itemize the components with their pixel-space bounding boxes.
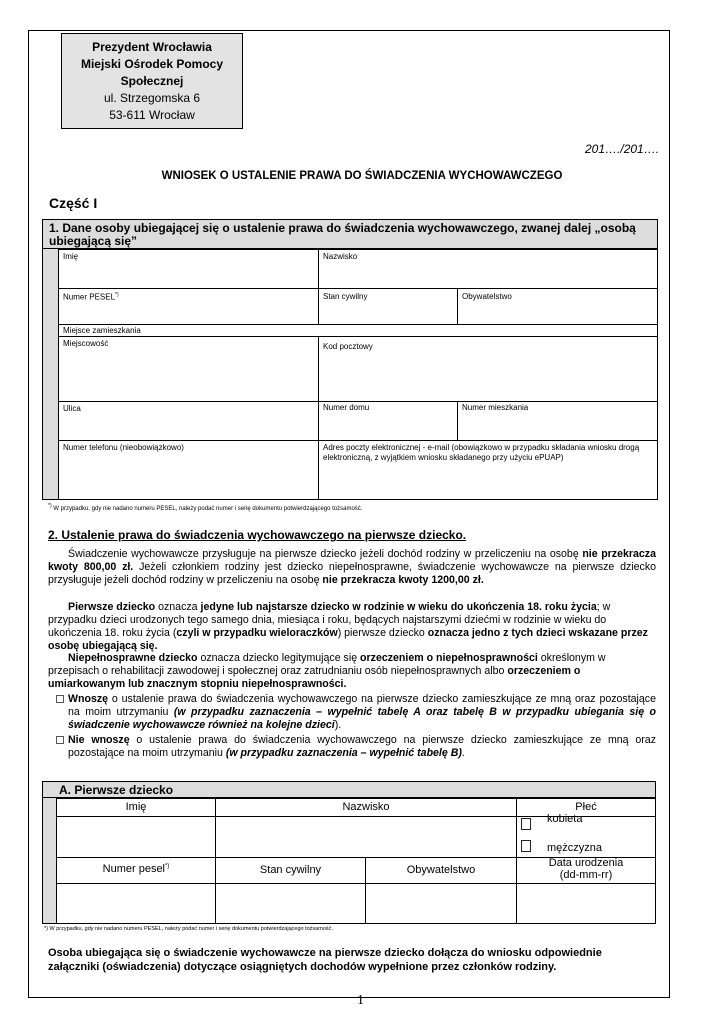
first-name-label: Imię	[63, 252, 79, 261]
section1-margin	[42, 249, 58, 500]
address-line-4: ul. Strzegomska 6	[103, 91, 201, 105]
option2-label: Nie wnoszę	[68, 734, 130, 746]
tableA-marital-label: Stan cywilny	[259, 864, 322, 876]
option-not-apply	[48, 734, 656, 760]
city-label: Miejscowość	[63, 339, 109, 348]
female-checkbox[interactable]	[521, 818, 531, 830]
first-name-field[interactable]	[58, 249, 319, 289]
p1-threshold-800: nie przekracza kwoty 800,00 zł.	[48, 548, 656, 573]
disabled-child-definition	[48, 652, 656, 691]
apply-checkbox[interactable]	[56, 695, 64, 703]
tableA-last-name-input[interactable]	[215, 816, 517, 858]
p1-threshold-1200: nie przekracza kwoty 1200,00 zł.	[322, 574, 484, 586]
pesel-label: Numer PESEL	[63, 292, 116, 302]
tableA-pesel-text: Numer pesel	[102, 863, 165, 875]
apartment-number-field[interactable]	[457, 401, 658, 441]
citizenship-field[interactable]	[457, 288, 658, 325]
city-field[interactable]	[58, 336, 319, 402]
residence-label: Miejsce zamieszkania	[63, 326, 141, 335]
email-label: Adres poczty elektronicznej - e-mail (obowiązkowo w przypadku składania wniosku drogą elektroniczną, z wyjątkiem wniosku składanego przy użyciu ePUAP)	[323, 443, 640, 462]
p2-text-e: czyli w przypadku wieloraczków	[176, 627, 338, 639]
page-number: 1	[357, 993, 364, 1008]
tableA-citizenship-input[interactable]	[365, 883, 517, 924]
date-field[interactable]: 201…./201….	[585, 142, 660, 156]
last-name-label: Nazwisko	[323, 252, 358, 261]
address-line-1: Prezydent Wrocławia	[92, 40, 212, 54]
tableA-pesel-mark: *)	[165, 863, 170, 870]
section1-footnote-text: W przypadku, gdy nie nadano numeru PESEL, należy podać numer i serię dokumentu potwierdzającego tożsamość.	[53, 506, 363, 512]
part-heading: Część I	[49, 195, 98, 211]
tableA-footnote: *) W przypadku, gdy nie nadano numeru PESEL, należy podać numer i serię dokumentu potwierdzającego tożsamość.	[44, 926, 333, 932]
address-line-5: 53-611 Wrocław	[109, 108, 195, 122]
citizenship-label: Obywatelstwo	[462, 292, 512, 301]
tableA-last-name-label: Nazwisko	[342, 801, 390, 813]
option-apply	[48, 693, 656, 732]
apartment-number-label: Numer mieszkania	[462, 403, 529, 412]
postal-code-field[interactable]	[318, 336, 658, 402]
tableA-first-name-label: Imię	[125, 801, 147, 813]
p3-text-b: oznacza dziecko legitymujące się	[197, 652, 361, 664]
p2-text-f: ) pierwsze dziecko	[337, 627, 428, 639]
tableA-first-name-input[interactable]	[56, 816, 216, 858]
marital-status-field[interactable]	[318, 288, 458, 325]
address-line-2: Miejski Ośrodek Pomocy	[80, 57, 224, 71]
phone-label: Numer telefonu (nieobowiązkowo)	[63, 443, 184, 452]
section1-header	[42, 219, 658, 249]
tableA-heading: A. Pierwsze dziecko	[59, 783, 174, 797]
postal-code-label: Kod pocztowy	[323, 342, 373, 351]
tableA-pesel-input[interactable]	[56, 883, 216, 924]
option2-text-b: o ustalenie prawa do świadczenia wychowawczego na pierwsze dziecko zamieszkujące ze mną oraz pozostające na moim utrzymaniu	[68, 734, 656, 759]
address-line-3: Społecznej	[120, 74, 184, 88]
tableA-header	[42, 781, 656, 798]
p2-term: Pierwsze dziecko	[68, 601, 156, 613]
birth-date-label: Data urodzenia	[548, 857, 624, 869]
form-title: WNIOSEK O USTALENIE PRAWA DO ŚWIADCZENIA WYCHOWAWCZEGO	[161, 170, 563, 182]
section1-footnote	[48, 503, 362, 512]
house-number-field[interactable]	[318, 401, 458, 441]
marital-status-label: Stan cywilny	[323, 292, 368, 301]
male-label: mężczyzna	[547, 842, 603, 854]
p2-text-c: jedyne lub najstarsze dziecko w rodzinie w wieku do ukończenia 18. roku życia	[200, 601, 597, 613]
p3-text-e: orzeczeniem o umiarkowanym lub znacznym stopniu niepełnosprawności.	[48, 665, 581, 690]
not-apply-checkbox[interactable]	[56, 736, 64, 744]
option2-text-d: .	[461, 747, 465, 759]
option1-text-c: (w przypadku zaznaczenia – wypełnić tabelę A oraz tabelę B w przypadku ubiegania się o świadczenie wychowawcze również na kolejne dzieci	[68, 706, 656, 731]
tableA-marital-input[interactable]	[215, 883, 366, 924]
tableA-birth-date-label	[516, 857, 656, 881]
p3-term: Niepełnosprawne dziecko	[68, 652, 198, 664]
last-name-field[interactable]	[318, 249, 658, 289]
p1-text-c: Jeżeli członkiem rodziny jest dziecko niepełnosprawne, świadczenie wychowawcze na pierwsze dziecko przysługuje jeżeli dochód rodziny w przeliczeniu na osobę	[48, 561, 657, 586]
male-checkbox[interactable]	[521, 840, 531, 852]
female-label: kobieta	[547, 813, 583, 825]
tableA-citizenship-label: Obywatelstwo	[406, 864, 476, 876]
gender-female-option[interactable]	[521, 813, 583, 831]
street-field[interactable]	[58, 401, 319, 441]
option2-text-c: (w przypadku zaznaczenia – wypełnić tabelę B)	[225, 747, 462, 759]
birth-date-format: (dd-mm-rr)	[559, 869, 613, 881]
first-child-definition	[48, 601, 656, 653]
option1-text-b: o ustalenie prawa do świadczenia wychowawczego na pierwsze dziecko zamieszkujące ze mną oraz pozostające na moim utrzymaniu	[68, 693, 656, 718]
p3-text-d: określonym w przepisach o rehabilitacji zawodowej i społecznej oraz zatrudnianiu osób niepełnosprawnych albo	[48, 652, 606, 677]
house-number-label: Numer domu	[323, 403, 370, 412]
option1-text-d: ).	[334, 719, 342, 731]
tableA-pesel-label	[56, 863, 216, 875]
section1-heading: 1. Dane osoby ubiegającej się o ustalenie prawa do świadczenia wychowawczego, zwanej dalej „osobą ubiegającą się”	[49, 221, 636, 248]
email-field[interactable]	[318, 440, 658, 500]
tableA-birth-date-input[interactable]	[516, 883, 656, 924]
street-label: Ulica	[63, 404, 81, 413]
gender-male-option[interactable]	[521, 840, 603, 854]
pesel-field[interactable]	[58, 288, 319, 325]
p1-text-a: Świadczenie wychowawcze przysługuje na pierwsze dziecko jeżeli dochód rodziny w przeliczeniu na osobę	[68, 548, 583, 560]
p2-text-b: oznacza	[155, 601, 201, 613]
section1-footnote-mark: *)	[48, 503, 52, 509]
option1-label: Wnoszę	[68, 693, 109, 705]
phone-field[interactable]	[58, 440, 319, 500]
tableA-margin	[42, 798, 56, 924]
recipient-address-box	[61, 33, 243, 129]
p2-text-g: oznacza jedno z tych dzieci wskazane przez osobę ubiegającą się.	[48, 627, 648, 652]
income-criteria-paragraph	[48, 548, 656, 587]
p2-text-d: ; w przypadku dzieci urodzonych tego samego dnia, miesiąca i roku, będących najstarszymi dziećmi w rodzinie w wieku do ukończenia 18. roku życia (	[48, 601, 611, 639]
p3-text-c: orzeczeniem o niepełnosprawności	[360, 652, 538, 664]
section2-heading: 2. Ustalenie prawa do świadczenia wychowawczego na pierwsze dziecko.	[48, 528, 467, 542]
pesel-footnote-mark: *)	[115, 292, 119, 298]
tableA-gender-label: Płeć	[575, 801, 597, 813]
closing-note: Osoba ubiegająca się o świadczenie wychowawcze na pierwsze dziecko dołącza do wniosku odpowiednie załączniki (oświadczenia) dotyczące osiągniętych dochodów wypełnione przez członków rodziny.	[48, 947, 602, 973]
